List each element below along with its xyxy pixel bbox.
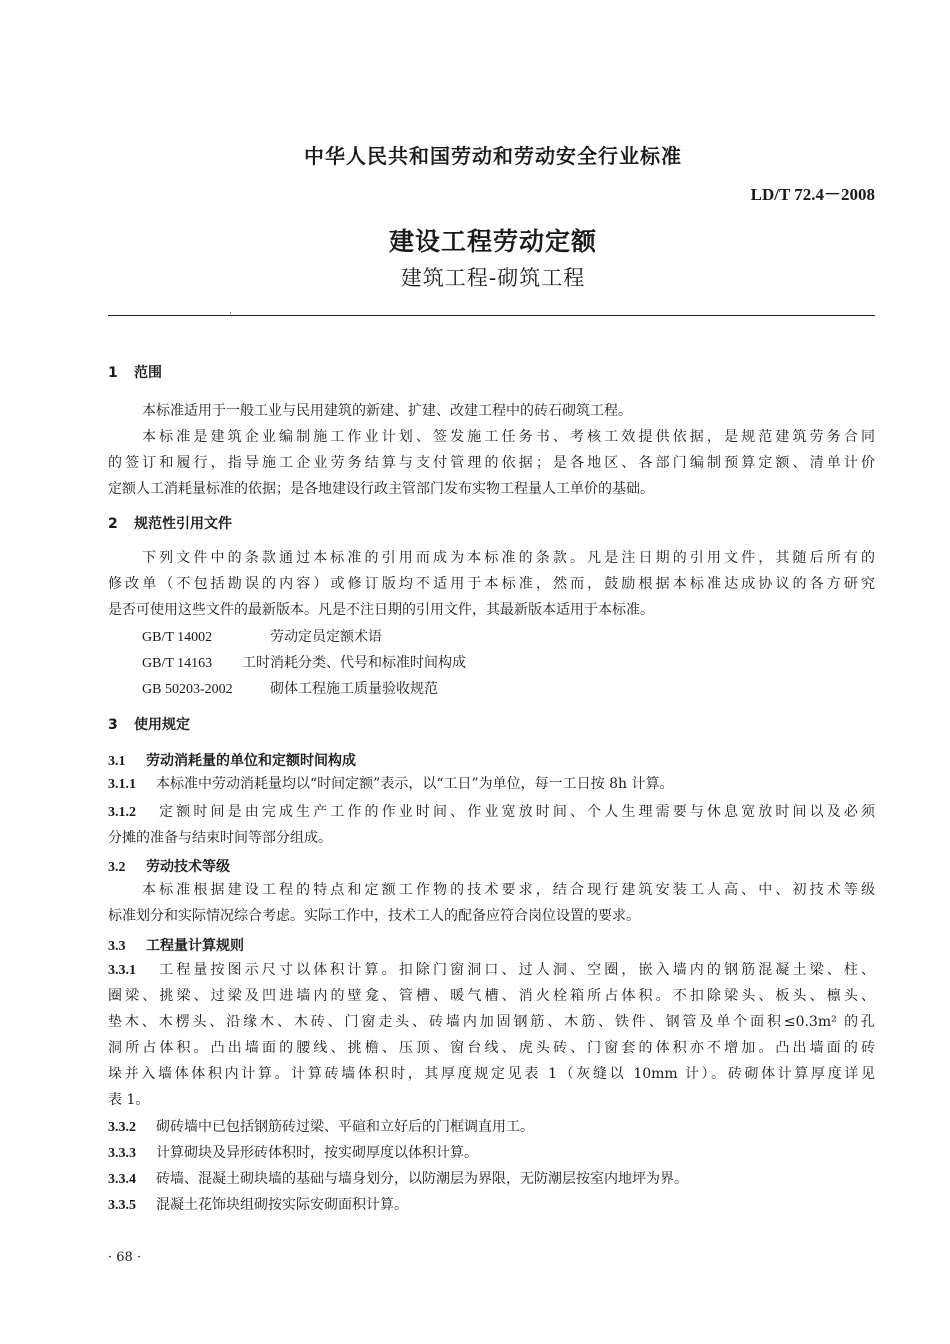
subsection-3-3-heading [108,935,244,955]
reference-code: GB 50203-2002 [142,682,233,697]
header-divider [108,315,875,316]
clause-number: 3.1.2 [108,805,136,820]
reference-item [142,626,382,646]
subsection-3-2-paragraph [108,877,875,929]
subsection-title: 劳动技术等级 [146,859,230,875]
section-number: 2 [108,516,118,532]
section-3-heading [108,714,190,734]
clause-text: 洞所占体积。凸出墙面的腰线、挑檐、压顶、窗台线、虎头砖、门窗套的体积亦不增加。凸出墙面的砖 [108,1040,875,1056]
reference-code: GB/T 14002 [142,630,213,645]
reference-code: GB/T 14163 [142,656,213,671]
paragraph-line: 本标准是建筑企业编制施工作业计划、签发施工任务书、考核工效提供依据，是规范建筑劳务合同 [142,429,875,445]
clause-number: 3.3.5 [108,1198,136,1213]
paragraph-line: 是否可使用这些文件的最新版本。凡是不注日期的引用文件，其最新版本适用于本标准。 [108,602,654,618]
document-title: 建设工程劳动定额 [388,227,597,256]
subsection-number: 3.1 [108,754,126,769]
section-number: 1 [108,365,118,381]
clause-text: 计算砌块及异形砖体积时，按实砌厚度以体积计算。 [156,1145,478,1161]
clause-3-3-5 [108,1192,875,1218]
clause-text: 分摊的准备与结束时间等部分组成。 [108,830,332,846]
subsection-3-2-heading [108,856,230,876]
section-1-heading [108,362,162,382]
section-1-paragraph-1: 本标准适用于一般工业与民用建筑的新建、扩建、改建工程中的砖石砌筑工程。 [142,403,632,419]
subsection-number: 3.3 [108,939,126,954]
section-2-heading [108,513,232,533]
clause-3-3-2 [108,1114,875,1140]
page-number: · 68 · [108,1250,142,1265]
subsection-number: 3.2 [108,860,126,875]
clause-text: 混凝土花饰块组砌按实际安砌面积计算。 [156,1197,408,1213]
scan-speck: · [229,309,232,319]
clause-3-3-3 [108,1140,875,1166]
clause-number: 3.3.4 [108,1172,136,1187]
clause-3-3-4 [108,1166,875,1192]
clause-text: 表 1。 [108,1092,150,1108]
clause-3-1-2 [108,799,875,851]
clause-3-3-1 [108,957,875,1113]
paragraph-line: 下列文件中的条款通过本标准的引用而成为本标准的条款。凡是注日期的引用文件，其随后所有的 [142,550,875,566]
reference-item [142,678,438,698]
paragraph-line: 标准划分和实际情况综合考虑。实际工作中，技术工人的配备应符合岗位设置的要求。 [108,908,640,924]
section-title: 使用规定 [134,717,190,733]
paragraph-line: 的签订和履行，指导施工企业劳务结算与支付管理的依据；是各地区、各部门编制预算定额、清单计价 [108,455,875,471]
section-2-paragraph-1 [108,545,875,623]
reference-title: 劳动定员定额术语 [270,629,382,645]
subsection-3-1-heading [108,750,356,770]
document-subtitle: 建筑工程-砌筑工程 [400,266,586,290]
paragraph-line: 本标准根据建设工程的特点和定额工作物的技术要求，结合现行建筑安装工人高、中、初技术等级 [142,882,875,898]
clause-text: 定额时间是由完成生产工作的作业时间、作业宽放时间、个人生理需要与休息宽放时间以及必须 [156,804,875,820]
reference-item [142,652,466,672]
clause-text: 工程量按图示尺寸以体积计算。扣除门窗洞口、过人洞、空圈，嵌入墙内的钢筋混凝土梁、柱、 [156,962,875,978]
clause-3-1-1 [108,771,875,797]
clause-text: 垫木、木楞头、沿缘木、木砖、门窗走头、砖墙内加固钢筋、木筋、铁件、钢管及单个面积≤0.3m² 的孔 [108,1014,875,1030]
clause-text: 本标准中劳动消耗量均以“时间定额”表示，以“工日”为单位，每一工日按 8h 计算。 [156,776,674,792]
issuing-organization: 中华人民共和国劳动和劳动安全行业标准 [304,144,682,168]
section-1-paragraph-2 [108,424,875,502]
subsection-title: 劳动消耗量的单位和定额时间构成 [146,753,356,769]
clause-text: 砖墙、混凝土砌块墙的基础与墙身划分，以防潮层为界限，无防潮层按室内地坪为界。 [156,1171,688,1187]
paragraph-line: 定额人工消耗量标准的依据；是各地建设行政主管部门发布实物工程量人工单价的基础。 [108,481,654,497]
standard-code: LD/T 72.4－2008 [750,185,875,204]
clause-text: 圈梁、挑梁、过梁及凹进墙内的壁龛、管槽、暖气槽、消火栓箱所占体积。不扣除梁头、板头、檩头、 [108,988,875,1004]
clause-text: 砌砖墙中已包括钢筋砖过梁、平碹和立好后的门框调直用工。 [156,1119,534,1135]
section-title: 规范性引用文件 [134,516,232,532]
clause-number: 3.3.2 [108,1120,136,1135]
section-number: 3 [108,717,118,733]
paragraph-line: 修改单（不包括勘误的内容）或修订版均不适用于本标准，然而，鼓励根据本标准达成协议的各方研究 [108,576,875,592]
section-title: 范围 [134,365,162,381]
reference-title: 工时消耗分类、代号和标准时间构成 [242,655,466,671]
clause-number: 3.3.3 [108,1146,136,1161]
clause-number: 3.1.1 [108,777,136,792]
clause-text: 垛并入墙体体积内计算。计算砖墙体积时，其厚度规定见表 1（灰缝以 10mm 计）。砖砌体计算厚度详见 [108,1066,875,1082]
subsection-title: 工程量计算规则 [146,938,244,954]
reference-title: 砌体工程施工质量验收规范 [270,681,438,697]
clause-number: 3.3.1 [108,963,136,978]
